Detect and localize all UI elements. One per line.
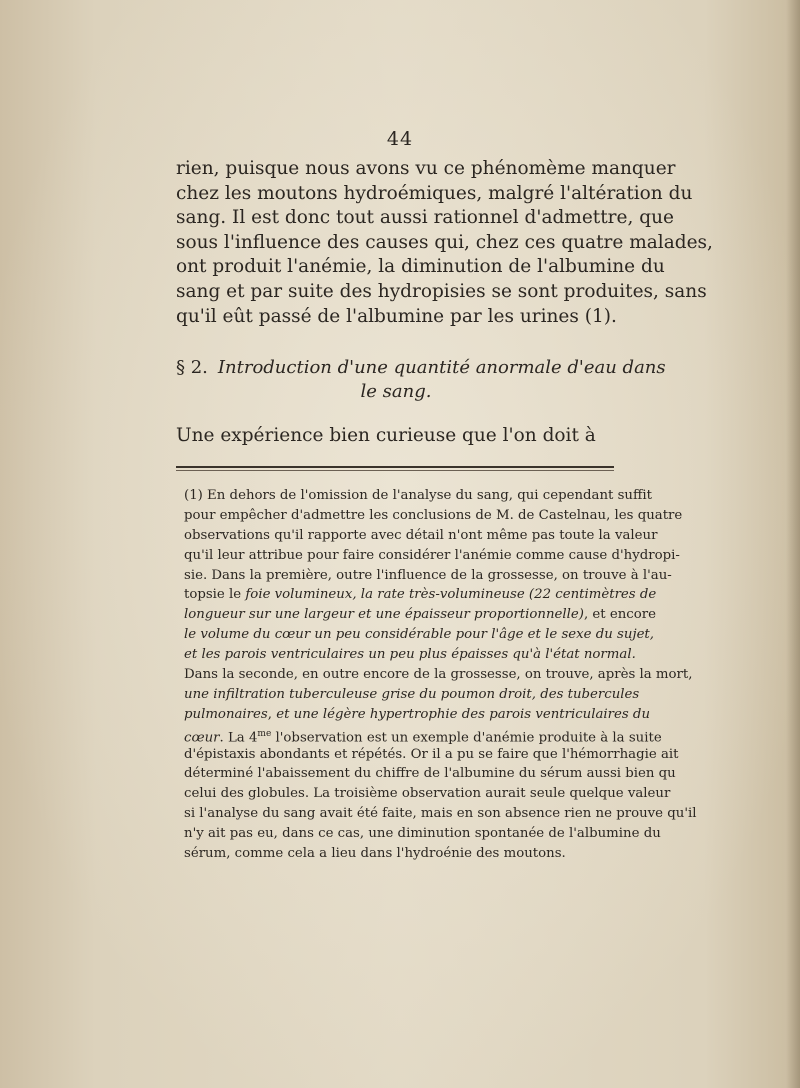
paragraph-1 bbox=[176, 157, 713, 329]
footnote-italic-segment: une infiltration tuberculeuse grise du poumon droit, des tubercules bbox=[184, 686, 640, 702]
footnote-segment: si l'analyse du sang avait été faite, mais en son absence rien ne prouve qu'il bbox=[184, 806, 697, 822]
footnote-segment: d'épistaxis abondants et répétés. Or il a pu se faire que l'hémorrhagie ait bbox=[184, 746, 679, 762]
footnote-segment: , bbox=[267, 706, 277, 722]
footnote-line bbox=[184, 645, 636, 665]
footnote-segment: l'observation est un exemple d'anémie produite à la suite bbox=[271, 730, 662, 746]
paragraph-1-line: rien, puisque nous avons vu ce phénomème manquer bbox=[176, 158, 676, 179]
footnote-segment: observations qu'il rapporte avec détail n'ont même pas toute la valeur bbox=[184, 527, 658, 543]
footnote-line bbox=[184, 526, 658, 546]
footnote-line bbox=[184, 844, 616, 864]
footnote-segment: celui des globules. La troisième observation aurait seule quelque valeur bbox=[184, 786, 671, 802]
section-title-line-1: Introduction d'une quantité anormale d'eau dans bbox=[217, 357, 666, 378]
paragraph-1-line: chez les moutons hydroémiques, malgré l'altération du bbox=[176, 182, 693, 204]
footnote-line bbox=[184, 824, 661, 844]
footnote-segment: sie. Dans la première, outre l'influence de la grossesse, on trouve à l'au- bbox=[184, 567, 672, 583]
footnote-line bbox=[184, 685, 640, 705]
paragraph-2-line: Une expérience bien curieuse que l'on doit à bbox=[176, 425, 596, 446]
footnote-segment: topsie le bbox=[184, 587, 246, 603]
footnote-line bbox=[184, 804, 697, 824]
footnote-italic-segment: le volume du cœur un peu considérable pour l'âge et le sexe du sujet, bbox=[184, 627, 655, 643]
footnote-line bbox=[184, 665, 693, 685]
footnote-line bbox=[184, 784, 671, 804]
footnote-segment: (1) En dehors de l'omission de l'analyse du sang, qui cependant suffit bbox=[184, 488, 653, 503]
footnote-segment: , et encore bbox=[583, 607, 656, 623]
footnote-line bbox=[184, 566, 672, 586]
paragraph-1-line: ont produit l'anémie, la diminution de l'albumine du bbox=[176, 256, 665, 278]
page-edge-shadow bbox=[786, 0, 800, 1088]
footnote-line bbox=[184, 725, 662, 746]
footnote-line bbox=[184, 585, 657, 605]
footnote-italic-segment: pulmonaires bbox=[184, 706, 268, 722]
footnote-segment: qu'il leur attribue pour faire considérer l'anémie comme cause d'hydropi- bbox=[184, 547, 680, 563]
footnote-line bbox=[184, 625, 655, 645]
footnote-line bbox=[184, 764, 676, 784]
paragraph-1-line: qu'il eût passé de l'albumine par les urines (1). bbox=[176, 305, 617, 327]
footnote-line bbox=[184, 745, 679, 765]
footnote-line bbox=[184, 605, 656, 625]
footnote bbox=[184, 486, 697, 864]
footnote-line bbox=[184, 705, 651, 725]
footnote-italic-segment: longueur sur une largeur et une épaisseur proportionnelle) bbox=[184, 607, 584, 623]
section-heading bbox=[176, 356, 666, 404]
footnote-segment: me bbox=[257, 728, 272, 739]
section-heading-line-1 bbox=[176, 356, 666, 380]
footnote-segment: Dans la seconde, en outre encore de la grossesse, on trouve, après la mort, bbox=[184, 667, 693, 683]
footnote-separator-rule-thin bbox=[176, 470, 614, 471]
paragraph-1-line: sous l'influence des causes qui, chez ces quatre malades, bbox=[176, 231, 713, 253]
footnote-segment: déterminé l'abaissement du chiffre de l'albumine du sérum aussi bien qu bbox=[184, 766, 676, 782]
footnote-segment: n'y ait pas eu, dans ce cas, une diminution spontanée de l'albumine du bbox=[184, 826, 661, 842]
footnote-segment: sérum, comme cela a lieu dans l'hydroénie des moutons. bbox=[184, 846, 566, 862]
footnote-line bbox=[184, 546, 680, 566]
section-title-line-2: le sang. bbox=[360, 381, 432, 402]
footnote-separator-rule bbox=[176, 466, 614, 468]
footnote-segment: pour empêcher d'admettre les conclusions de M. de Castelnau, les quatre bbox=[184, 507, 683, 523]
footnote-line bbox=[184, 506, 683, 526]
section-number: § 2. bbox=[176, 357, 208, 378]
footnote-italic-segment: et les parois ventriculaires un peu plus épaisses qu'à l'état normal. bbox=[184, 647, 636, 663]
paragraph-2 bbox=[176, 424, 616, 449]
footnote-segment: . La 4 bbox=[219, 730, 258, 746]
footnote-italic-segment: foie volumineux, la rate très-volumineuse (22 centimètres de bbox=[245, 587, 657, 603]
footnote-italic-segment: cœur bbox=[184, 730, 220, 746]
footnote-line bbox=[184, 486, 653, 506]
paragraph-1-line: sang. Il est donc tout aussi rationnel d'admettre, que bbox=[176, 207, 674, 229]
page-number: 44 bbox=[386, 128, 414, 150]
footnote-italic-segment: et une légère hypertrophie des parois ventriculaires du bbox=[276, 706, 651, 722]
paragraph-1-line: sang et par suite des hydropisies se sont produites, sans bbox=[176, 280, 707, 302]
